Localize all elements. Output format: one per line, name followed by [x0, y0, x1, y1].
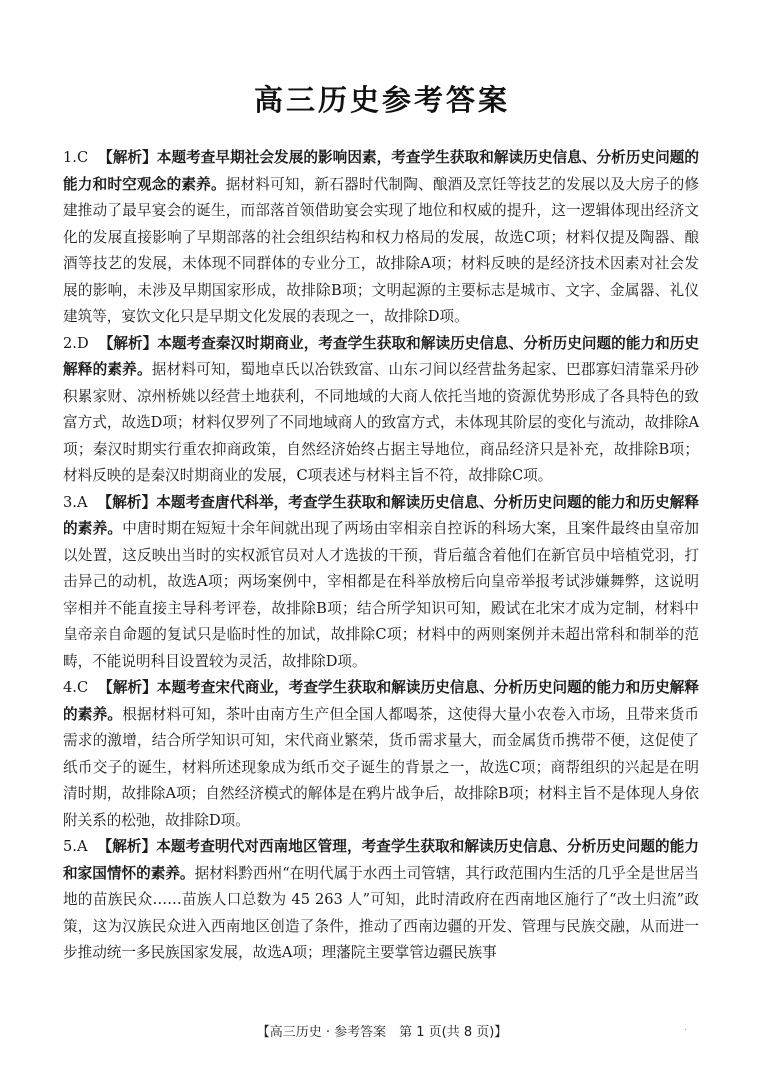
analysis-tag: 【解析】 [97, 838, 157, 855]
analysis-intro: 本题考查明代对西南地区管理，考查学生获取和解读历史信息、分析历史问题的能力和家国情怀的素养。 [63, 838, 699, 882]
analysis-tag: 【解析】 [98, 334, 158, 352]
answer-letter: A [76, 838, 88, 855]
question-number: 2. [63, 334, 77, 352]
analysis-body: 据材料可知，蜀地卓氏以冶铁致富、山东刁间以经营盐务起家、巴郡寡妇清靠采丹砂积累家财、凉州桥姚以经营土地获利，不同地域的大商人依托当地的资源优势形成了各具特色的致富方式，故选D项；材料仅罗列了不同地域商人的致富方式，未体现其阶层的变化与流动，故排除A项；秦汉时期实行重农抑商政策，自然经济始终占据主导地位，商品经济只是补充，故排除B项；材料反映的是秦汉时期商业的发展，C项表述与材料主旨不符，故排除C项。 [63, 361, 699, 484]
analysis-tag: 【解析】 [98, 149, 157, 166]
analysis-tag: 【解析】 [97, 493, 157, 511]
answer-item-4 [63, 675, 699, 834]
analysis-intro: 本题考查唐代科举，考查学生获取和解读历史信息、分析历史问题的能力和历史解释的素养。 [63, 493, 699, 537]
corner-mark: . [684, 1022, 688, 1033]
analysis-body: 据材料可知，新石器时代制陶、酿酒及烹饪等技艺的发展以及大房子的修建推动了最早宴会的诞生，而部落首领借助宴会实现了地位和权威的提升，这一逻辑体现出经济文化的发展直接影响了早期部落的社会组织结构和权力格局的发展，故选C项；材料仅提及陶器、酿酒等技艺的发展，未体现不同群体的专业分工，故排除A项；材料反映的是经济技术因素对社会发展的影响，未涉及早期国家形成，故排除B项；文明起源的主要标志是城市、文字、金属器、礼仪建筑等，宴饮文化只是早期文化发展的表现之一，故排除D项。 [63, 175, 699, 325]
analysis-intro: 本题考查宋代商业，考查学生获取和解读历史信息、分析历史问题的能力和历史解释的素养。 [63, 679, 699, 723]
answer-letter: A [76, 493, 88, 511]
analysis-body: 根据材料可知，茶叶由南方生产但全国人都喝茶，这使得大量小农卷入市场，且带来货币需求的激增，结合所学知识可知，宋代商业繁荣，货币需求量大，而金属货币携带不便，这促使了纸币交子的诞生，材料所述现象成为纸币交子诞生的背景之一，故选C项；商帮组织的兴起是在明清时期，故排除A项；自然经济模式的解体是在鸦片战争后，故排除B项；材料主旨不是体现人身依附关系的松弛，故排除D项。 [63, 705, 699, 829]
analysis-body: 据材料黔西州“在明代属于水西土司管辖，其行政范围内生活的几乎全是世居当地的苗族民众……苗族人口总数为 45 263 人”可知，此时清政府在西南地区施行了“改土归流”政策，这为汉族民众进入西南地区创造了条件，推动了西南边疆的开发、管理与民族交融，从而进一步推动统一多民族国家发展，故选A项；理藩院主要掌管边疆民族事 [63, 864, 699, 961]
analysis-intro: 本题考查早期社会发展的影响因素，考查学生获取和解读历史信息、分析历史问题的能力和时空观念的素养。 [63, 149, 699, 193]
question-number: 3. [63, 493, 77, 511]
answer-letter: C [76, 679, 89, 696]
answer-item-5 [63, 834, 699, 967]
answer-list [63, 145, 699, 967]
page-footer: 【高三历史 · 参考答案 第 1 页(共 8 页)】 [256, 1025, 508, 1040]
answer-item-2 [63, 331, 699, 490]
analysis-tag: 【解析】 [98, 679, 157, 696]
answer-letter: C [76, 149, 89, 166]
question-number: 5. [63, 838, 77, 855]
answer-letter: D [76, 334, 89, 352]
page-title: 高三历史参考答案 [253, 83, 510, 117]
question-number: 1. [63, 149, 77, 166]
answer-item-3 [63, 490, 699, 676]
answer-item-1 [63, 145, 699, 331]
question-number: 4. [63, 679, 77, 696]
analysis-body: 中唐时期在短短十余年间就出现了两场由宰相亲自控诉的科场大案，且案件最终由皇帝加以处置，这反映出当时的实权派官员对人才选拔的干预，背后蕴含着他们在新官员中培植党羽，打击异己的动机，故选A项；两场案例中，宰相都是在科举放榜后向皇帝举报考试涉嫌舞弊，这说明宰相并不能直接主导科考评卷，故排除B项；结合所学知识可知，殿试在北宋才成为定制，材料中皇帝亲自命题的复试只是临时性的加试，故排除C项；材料中的两则案例并未超出常科和制举的范畴，不能说明科目设置较为灵活，故排除D项。 [63, 520, 699, 670]
analysis-intro: 本题考查秦汉时期商业，考查学生获取和解读历史信息、分析历史问题的能力和历史解释的素养。 [63, 334, 699, 378]
